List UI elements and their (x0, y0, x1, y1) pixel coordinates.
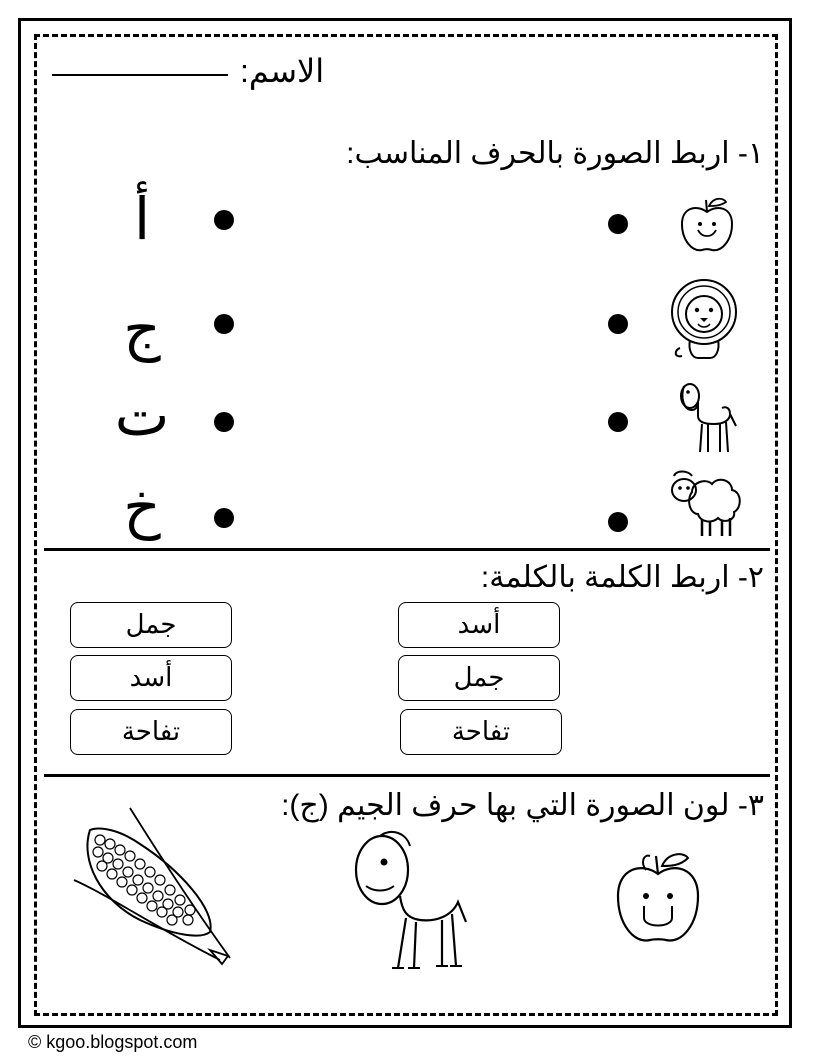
word-box-left-2[interactable]: أسد (70, 655, 232, 701)
left-dot-2[interactable] (214, 314, 234, 334)
copyright-footer[interactable]: © kgoo.blogspot.com (28, 1032, 198, 1052)
letter-khaa: خ (123, 475, 161, 540)
lion-icon (666, 278, 744, 362)
section-divider-1 (44, 548, 770, 551)
sheep-icon (666, 468, 748, 540)
section3-title: ٣- لون الصورة التي بها حرف الجيم (ج): (281, 789, 764, 822)
section-divider-2 (44, 774, 770, 777)
right-dot-2[interactable] (608, 314, 628, 334)
left-dot-3[interactable] (214, 412, 234, 432)
letter-taa: ت (114, 383, 170, 448)
letter-alef: أ (133, 187, 151, 252)
apple-icon (676, 194, 738, 256)
camel-icon (350, 826, 470, 974)
word-box-right-1[interactable]: أسد (398, 602, 560, 648)
right-dot-3[interactable] (608, 412, 628, 432)
right-dot-1[interactable] (608, 214, 628, 234)
word-box-left-3[interactable]: تفاحة (70, 709, 232, 755)
right-dot-4[interactable] (608, 512, 628, 532)
word-box-left-1[interactable]: جمل (70, 602, 232, 648)
left-dot-1[interactable] (214, 210, 234, 230)
corn-icon (70, 800, 240, 970)
left-dot-4[interactable] (214, 508, 234, 528)
letter-jeem: ج (123, 297, 161, 362)
word-box-right-2[interactable]: جمل (398, 655, 560, 701)
apple-icon (610, 848, 706, 948)
word-box-right-3[interactable]: تفاحة (400, 709, 562, 755)
name-blank-line[interactable] (52, 74, 228, 76)
section2-title: ٢- اربط الكلمة بالكلمة: (480, 561, 764, 594)
section1-title: ١- اربط الصورة بالحرف المناسب: (346, 137, 764, 170)
camel-icon (674, 376, 740, 456)
name-label: الاسم: (240, 53, 325, 89)
